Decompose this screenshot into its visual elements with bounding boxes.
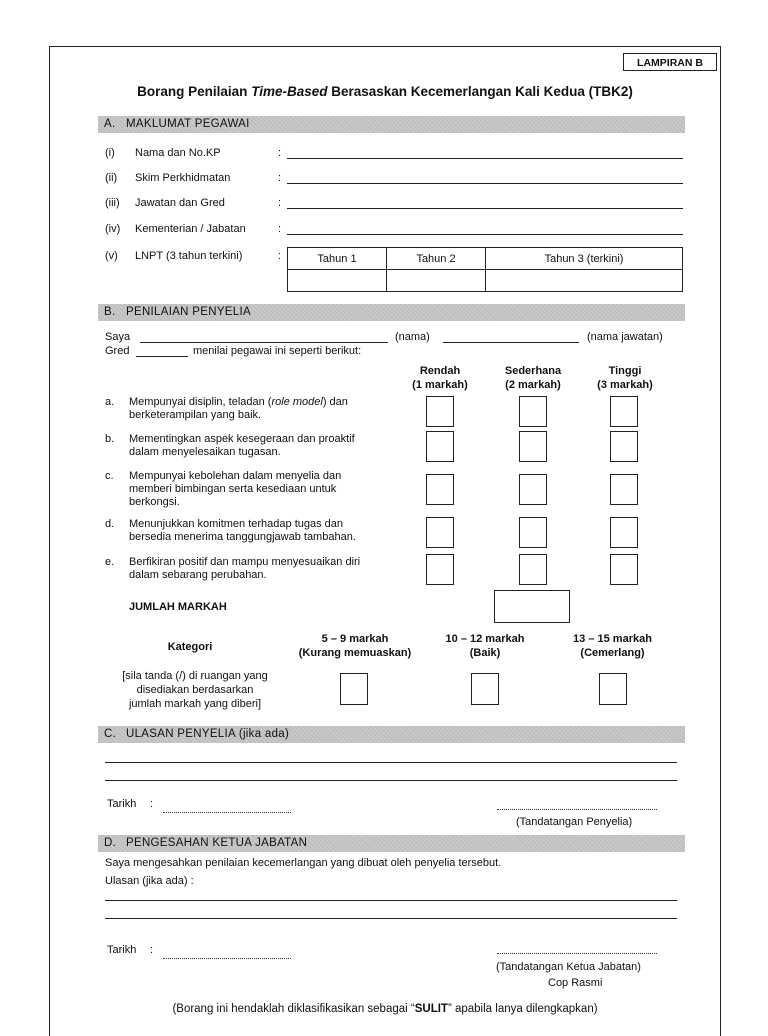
penyelia-signature-line[interactable] xyxy=(497,809,657,810)
kategori-note-line1: [sila tanda (/) di ruangan yang xyxy=(122,670,268,682)
field-label: Skim Perkhidmatan xyxy=(135,172,231,184)
score-checkbox-rendah[interactable] xyxy=(426,517,454,548)
ketua-signature-label: (Tandatangan Ketua Jabatan) xyxy=(496,961,641,973)
section-d-header xyxy=(98,835,685,852)
scale-rendah-name: Rendah xyxy=(419,365,461,377)
section-c-tarikh-label: Tarikh xyxy=(107,798,137,810)
section-c-letter: C. xyxy=(104,728,117,740)
section-b-header xyxy=(98,304,685,321)
jumlah-markah-label: JUMLAH MARKAH xyxy=(129,601,227,613)
category-cemerlang-label: (Cemerlang) xyxy=(580,647,645,659)
category-kurang-range: 5 – 9 markah xyxy=(321,633,389,645)
title-part1: Borang Penilaian xyxy=(137,84,252,99)
section-d-tarikh-colon: : xyxy=(150,944,154,956)
score-checkbox-tinggi[interactable] xyxy=(610,396,638,427)
field-label: Kementerian / Jabatan xyxy=(135,223,246,235)
lnpt-cell-1[interactable] xyxy=(288,270,387,292)
nama-label: (nama) xyxy=(395,331,430,343)
score-checkbox-tinggi[interactable] xyxy=(610,431,638,462)
penyelia-signature-label: (Tandatangan Penyelia) xyxy=(516,816,633,828)
field-label: Jawatan dan Gred xyxy=(135,197,225,209)
criterion-letter: e. xyxy=(105,556,115,568)
category-kurang-label: (Kurang memuaskan) xyxy=(298,647,412,659)
footer-post: ” apabila lanya dilengkapkan) xyxy=(447,1003,598,1015)
score-checkbox-rendah[interactable] xyxy=(426,396,454,427)
category-cemerlang-checkbox[interactable] xyxy=(599,673,627,705)
ulasan-ketua-line-2[interactable] xyxy=(105,918,677,919)
criterion-text xyxy=(129,470,389,509)
section-b-title: PENILAIAN PENYELIA xyxy=(126,306,251,318)
score-checkbox-tinggi[interactable] xyxy=(610,554,638,585)
category-kurang-checkbox[interactable] xyxy=(340,673,368,705)
criterion-text xyxy=(129,396,389,422)
kategori-note-line3: jumlah markah yang diberi] xyxy=(128,698,262,710)
section-b-letter: B. xyxy=(104,306,116,318)
section-a-letter: A. xyxy=(104,118,116,130)
section-c-tarikh-colon: : xyxy=(150,798,154,810)
saya-label: Saya xyxy=(105,331,131,343)
criterion-line1-post: ) dan xyxy=(322,396,348,408)
penyelia-name-line[interactable] xyxy=(140,342,388,343)
kategori-note xyxy=(100,669,290,711)
field-num: (ii) xyxy=(105,172,118,184)
field-input-line[interactable] xyxy=(287,234,683,235)
title-part2: Berasaskan Kecemerlangan Kali Kedua (TBK2) xyxy=(327,84,633,99)
score-checkbox-sederhana[interactable] xyxy=(519,517,547,548)
field-colon: : xyxy=(278,250,282,262)
lnpt-header-3: Tahun 3 (terkini) xyxy=(486,248,683,270)
gred-label: Gred xyxy=(105,345,130,357)
criterion-letter: c. xyxy=(105,470,114,482)
field-num: (v) xyxy=(105,250,118,262)
criterion-text xyxy=(129,433,389,459)
ulasan-penyelia-line-2[interactable] xyxy=(105,780,677,781)
scale-tinggi xyxy=(580,364,670,392)
scale-tinggi-marks: (3 markah) xyxy=(597,379,653,391)
cop-rasmi-label: Cop Rasmi xyxy=(548,977,603,989)
lnpt-table xyxy=(287,247,683,292)
category-baik-label: (Baik) xyxy=(469,647,501,659)
kategori-label: Kategori xyxy=(167,641,213,653)
nama-jawatan-label: (nama jawatan) xyxy=(587,331,663,343)
section-a-title: MAKLUMAT PEGAWAI xyxy=(126,118,250,130)
criterion-line1: Berfikiran positif dan mampu menyesuaikan diri xyxy=(129,556,361,568)
category-kurang xyxy=(285,632,425,660)
criterion-line1: Mementingkan aspek kesegeraan dan proaktif xyxy=(129,433,355,445)
lnpt-header-2: Tahun 2 xyxy=(387,248,486,270)
ulasan-ketua-line-1[interactable] xyxy=(105,900,677,901)
criterion-line3: berkongsi. xyxy=(129,496,180,508)
jumlah-markah-box[interactable] xyxy=(494,590,570,623)
field-num: (iv) xyxy=(105,223,121,235)
form-title xyxy=(49,84,721,99)
lnpt-cell-3[interactable] xyxy=(486,270,683,292)
lnpt-cell-2[interactable] xyxy=(387,270,486,292)
scale-sederhana-marks: (2 markah) xyxy=(505,379,561,391)
lampiran-label: LAMPIRAN B xyxy=(623,53,717,71)
section-c-title: ULASAN PENYELIA (jika ada) xyxy=(126,728,290,740)
menilai-text: menilai pegawai ini seperti berikut: xyxy=(193,345,362,357)
criterion-letter: b. xyxy=(105,433,115,445)
criterion-text xyxy=(129,518,389,544)
section-c-header xyxy=(98,726,685,743)
criterion-letter: d. xyxy=(105,518,115,530)
score-checkbox-sederhana[interactable] xyxy=(519,431,547,462)
section-d-tarikh-label: Tarikh xyxy=(107,944,137,956)
ulasan-label: Ulasan (jika ada) : xyxy=(105,875,194,887)
scale-sederhana xyxy=(488,364,578,392)
field-colon: : xyxy=(278,197,282,209)
score-checkbox-sederhana[interactable] xyxy=(519,474,547,505)
category-baik-range: 10 – 12 markah xyxy=(445,633,525,645)
section-d-title: PENGESAHAN KETUA JABATAN xyxy=(126,837,308,849)
score-checkbox-sederhana[interactable] xyxy=(519,554,547,585)
criterion-letter: a. xyxy=(105,396,115,408)
score-checkbox-rendah[interactable] xyxy=(426,554,454,585)
criterion-line2: bersedia menerima tanggungjawab tambahan. xyxy=(129,531,356,543)
scale-rendah-marks: (1 markah) xyxy=(412,379,468,391)
score-checkbox-tinggi[interactable] xyxy=(610,474,638,505)
score-checkbox-sederhana[interactable] xyxy=(519,396,547,427)
field-num: (i) xyxy=(105,147,115,159)
criterion-line1: Mempunyai kebolehan dalam menyelia dan xyxy=(129,470,342,482)
category-cemerlang-range: 13 – 15 markah xyxy=(573,633,652,645)
score-checkbox-tinggi[interactable] xyxy=(610,517,638,548)
field-colon: : xyxy=(278,223,282,235)
kategori-note-line2: disediakan berdasarkan xyxy=(136,684,254,696)
criterion-line1: Mempunyai disiplin, teladan ( xyxy=(129,396,272,408)
scale-rendah xyxy=(395,364,485,392)
penyelia-jawatan-line[interactable] xyxy=(443,342,579,343)
title-italic: Time-Based xyxy=(251,84,328,99)
criterion-line2: berketerampilan yang baik. xyxy=(129,409,262,421)
ulasan-penyelia-line-1[interactable] xyxy=(105,762,677,763)
scale-sederhana-name: Sederhana xyxy=(504,365,562,377)
field-colon: : xyxy=(278,147,282,159)
field-label: LNPT (3 tahun terkini) xyxy=(135,250,243,262)
footer-pre: (Borang ini hendaklah diklasifikasikan sebagai “ xyxy=(172,1003,415,1015)
footer-note xyxy=(49,1003,721,1016)
field-num: (iii) xyxy=(105,197,120,209)
section-d-tarikh-line[interactable] xyxy=(163,958,291,959)
category-cemerlang xyxy=(555,632,670,660)
field-colon: : xyxy=(278,172,282,184)
ketua-signature-line[interactable] xyxy=(497,953,657,954)
pengesahan-statement: Saya mengesahkan penilaian kecemerlangan yang dibuat oleh penyelia tersebut. xyxy=(105,857,502,869)
criterion-line2: dalam sebarang perubahan. xyxy=(129,569,267,581)
field-input-line[interactable] xyxy=(287,183,683,184)
field-input-line[interactable] xyxy=(287,208,683,209)
criterion-text xyxy=(129,556,389,582)
score-checkbox-rendah[interactable] xyxy=(426,474,454,505)
scale-tinggi-name: Tinggi xyxy=(608,365,642,377)
criterion-line1: Menunjukkan komitmen terhadap tugas dan xyxy=(129,518,344,530)
category-baik xyxy=(430,632,540,660)
criterion-line2: dalam menyelesaikan tugasan. xyxy=(129,446,281,458)
section-c-tarikh-line[interactable] xyxy=(163,812,291,813)
field-label: Nama dan No.KP xyxy=(135,147,221,159)
criterion-line2: memberi bimbingan serta kesediaan untuk xyxy=(129,483,337,495)
section-a-header xyxy=(98,116,685,133)
criterion-line1-italic: role model xyxy=(271,396,323,408)
gred-line[interactable] xyxy=(136,356,188,357)
footer-bold: SULIT xyxy=(414,1003,448,1015)
score-checkbox-rendah[interactable] xyxy=(426,431,454,462)
section-d-letter: D. xyxy=(104,837,117,849)
category-baik-checkbox[interactable] xyxy=(471,673,499,705)
lnpt-header-1: Tahun 1 xyxy=(288,248,387,270)
field-input-line[interactable] xyxy=(287,158,683,159)
